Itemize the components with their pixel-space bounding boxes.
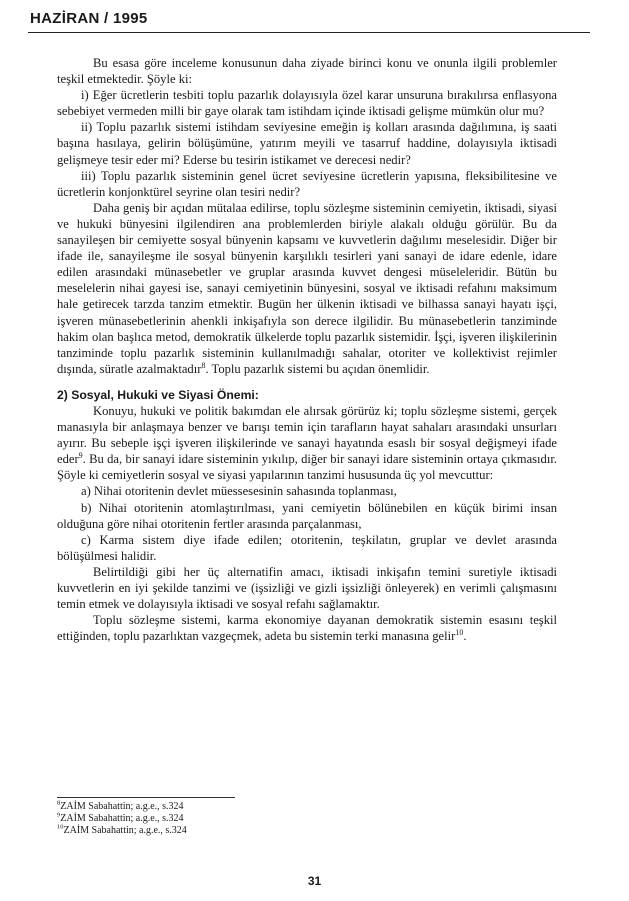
- header-rule: [28, 32, 590, 33]
- option-c: c) Karma sistem diye ifade edilen; otoritenin, teşkilatın, gruplar ve devlet arasında bölüşülmesi halidir.: [57, 532, 557, 563]
- footnote-ref-9: 9: [78, 451, 83, 461]
- footnote-text: ZAİM Sabahattin; a.g.e., s.324: [63, 825, 187, 837]
- footnote-10: [57, 825, 357, 837]
- footnote-text: ZAİM Sabahattin; a.g.e., s.324: [60, 813, 184, 825]
- broad-view-text: Daha geniş bir açıdan mütalaa edilirse, toplu sözleşme sisteminin cemiyetin, iktisadi, siyasi ve hukuki bünyesini ilgilendiren ana problemlerden biriyle alakalı olduğu görülür. Bu da sanayileşen bir cemiyette sosyal bünyenin kapsamı ve kuvvetlerin dağılımı meselesidir. Diğer bir ifade ile, sanayileşme ile sosyal bünyenin karşılıklı tesirleri yani sanayi de idare edenle, idare edilen arasındaki münasebetler ve gruplar arasında kuvvet dengesi müseleleridir. Bütün bu meselelerin nihai gayesi ise, sanayi cemiyetinin bünyesini, sosyal ve iktisadi refahını maksimum hale getirecek tarzda tanzim etmektir. Bugün her ülkenin iktisadi ve bilhassa sanayi hayatı işçi, işveren münasebetlerinin ahenkli inkişafıyla son derece ilgilidir. Bu münasebetlerin tanziminde hakim olan başlıca metod, demokratik ülkelerde toplu pazarlık sistemidir. İşçi, işveren ilişkilerinin tanziminde toplu pazarlık sisteminin kullanılmadığı sahalar, otoriter ve kollektivist rejimler dışında, süratle azalmaktadır: [57, 200, 557, 376]
- page-number: 31: [307, 874, 322, 888]
- social-paragraph: [57, 403, 557, 483]
- footnote-text: ZAİM Sabahattin; a.g.e., s.324: [60, 801, 184, 812]
- social-text: Konuyu, hukuki ve politik bakımdan ele alırsak görürüz ki; toplu sözleşme sistemi, gerçek manasıyla bir anlaşmaya benzer ve barışı temin için tarafların hayat sahaları arasındaki unsurları ayırır. Bu sebeple işçi işveren ilişkilerinde ve sanayi hayatında esaslı bir sosyal değişmeyi ifade eder: [57, 403, 557, 467]
- footnote-rule: [57, 797, 235, 798]
- footnote-number: 10: [57, 824, 64, 832]
- broad-view-text-end: . Toplu pazarlık sistemi bu açıdan önemlidir.: [205, 361, 430, 376]
- footnote-8: [57, 801, 357, 813]
- final-text: Toplu sözleşme sistemi, karma ekonomiye dayanan demokratik sistemin esasını teşkil ettiğinden, toplu pazarlıktan vazgeçmek, adeta bu sistemin terki manasına gelir: [57, 613, 557, 644]
- question-1: i) Eğer ücretlerin tesbiti toplu pazarlık dolayısıyla özel karar unsuruna bırakılırsa enflasyona sebebiyet vermeden milli bir gaye olarak tam istihdam içinde iktisadi gelişme mümkün olur mu?: [57, 88, 557, 119]
- final-paragraph: [57, 612, 557, 644]
- footnote-ref-10: 10: [455, 628, 464, 638]
- option-a: a) Nihai otoritenin devlet müessesesinin sahasında toplanması,: [81, 484, 397, 499]
- final-text-end: .: [463, 629, 467, 644]
- running-header: HAZİRAN / 1995: [30, 10, 148, 27]
- footnote-number: 8: [57, 799, 61, 807]
- social-text-end: . Bu da, bir sanayi idare sisteminin yıkılıp, diğer bir sanayi idare sisteminin ortaya çıkmasıdır. Şöyle ki cemiyetlerin sosyal ve siyasi yapılarının tanzimi hususunda üç yol mevcuttur:: [57, 452, 557, 483]
- footnote-number: 9: [57, 811, 61, 819]
- question-3: iii) Toplu pazarlık sisteminin genel ücret seviyesine ücretlerin yapısına, fleksibilitesine ve ücretlerin konjonktürel seyrine olan tesiri nedir?: [57, 168, 557, 199]
- question-2: ii) Toplu pazarlık sistemi istihdam seviyesine emeğin iş kolları arasında dağılımına, iş saati başına hasılaya, gelirin bölüşümüne, yatırım meyili ve tasarruf haddine, dolayısıyla iktisadi gelişmeye tesir eder mi? Ederse bu tesirin istikamet ve derecesi nedir?: [57, 120, 557, 167]
- intro-paragraph: Bu esasa göre inceleme konusunun daha ziyade birinci konu ve onunla ilgili problemler teşkil etmektedir. Şöyle ki:: [57, 56, 557, 87]
- footnote-9: [57, 813, 357, 825]
- option-b: b) Nihai otoritenin atomlaştırılması, yani cemiyetin bölünebilen en küçük birimi insan olduğuna göre nihai otoritenin fertler arasında parçalanması,: [57, 500, 557, 531]
- section-heading: 2) Sosyal, Hukuki ve Siyasi Önemi:: [57, 387, 259, 402]
- footnotes: [57, 801, 357, 838]
- footnote-ref-8: 8: [201, 360, 206, 370]
- alternatives-paragraph: Belirtildiği gibi her üç alternatifin amacı, iktisadi inkişafın temini suretiyle iktisadi kuvvetlerin en iyi şekilde tanzimi ve (işsizliği ve gizli işsizliği önleyerek) en verimli çalışmasını temin etmek ve dolayısıyla iktisadi ve sosyal refahı sağlamaktır.: [57, 564, 557, 612]
- body-text: [57, 55, 557, 644]
- broad-view-paragraph: [57, 200, 557, 377]
